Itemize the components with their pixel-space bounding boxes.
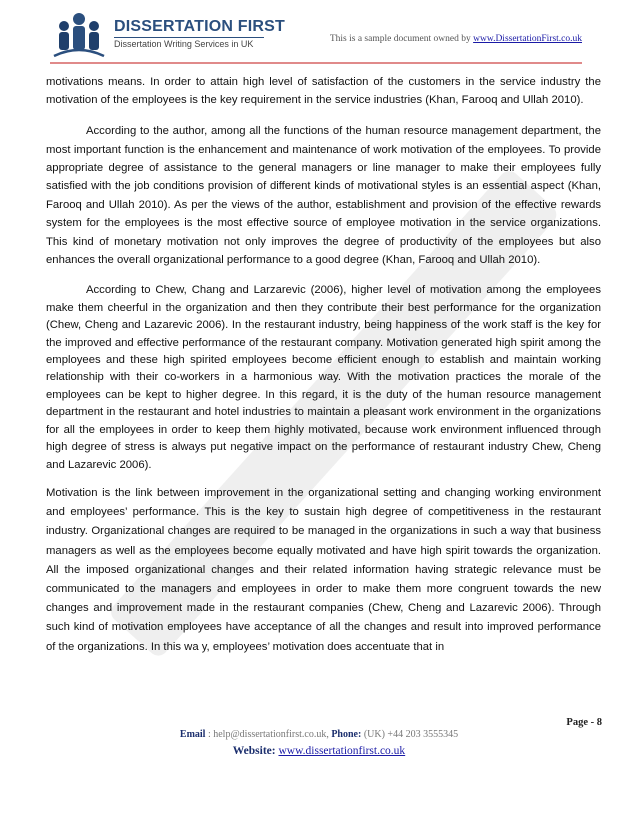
email-value: : help@dissertationfirst.co.uk, [205, 729, 332, 740]
page-header [0, 0, 638, 70]
dissertation-first-logo [50, 6, 286, 64]
people-group-icon [50, 6, 108, 64]
sample-note-text: This is a sample document owned by [329, 34, 474, 44]
paragraph: According to Chew, Chang and Larzarevic (2006), higher level of motivation among the employees make them cheerful in the organization and then they contribute their best performance for the organization (Chew, Cheng and Lazarevic 2006). In the restaurant industry, being happiness of the work staff is the key for the improved and effective performance of the restaurant company. Motivation generated high spirit among the employees and these high spirited employees become efficient enough to establish and maintain working relationship with their co-workers in a harmonious way. With the motivation practices the morale of the employees can be kept to higher degree. In this regard, it is the duty of the human resource management department in the restaurant and hotel industries to maintain a pleasant work environment in the organizations for all the employees in order to keep them highly motivated, because work environment influenced through high degree of stress is always put negative impact on the performance of restaurant industry Chew, Cheng and Lazarevic 2006). [46, 284, 601, 471]
footer-contact [0, 729, 638, 740]
paragraph: motivations means. In order to attain high level of satisfaction of the customers in the service industry the motivation of the employees is the key requirement in the service industries (Khan, Farooq and Ullah 2010). [46, 76, 601, 106]
page-number: Page - 8 [566, 717, 602, 728]
website-link[interactable]: www.dissertationfirst.co.uk [278, 745, 406, 757]
phone-value: (UK) +44 203 3555345 [361, 729, 459, 740]
logo-title: DISSERTATION FIRST [114, 18, 286, 35]
document-body [46, 72, 601, 657]
phone-label: Phone: [331, 729, 362, 740]
sample-note-link[interactable]: www.DissertationFirst.co.uk [473, 34, 582, 44]
sample-ownership-note [330, 34, 582, 44]
logo-subtitle: Dissertation Writing Services in UK [114, 39, 254, 49]
logo-divider [114, 37, 264, 38]
header-divider [50, 62, 582, 64]
footer-website [0, 745, 638, 757]
paragraph: Motivation is the link between improvement in the organizational setting and changing working environment and employees’ performance. This is the key to sustain high degree of competitiveness in the restaurant industry. Organizational changes are required to be managed in the organizations in such a way that business managers as well as the employees become equally motivated and have high spirit towards the organization. All the imposed organizational changes and their related information having strategic relevance must be communicated to the managers and employees in order to make them more congruent towards the new changes and improvement made in the restaurant companies (Chew, Cheng and Lazarevic 2006). Through such kind of motivation employees have acceptance of all the changes and result into improved performance of the organizations. In this wa y, employees’ motivation does accentuate that in [46, 486, 601, 653]
paragraph: According to the author, among all the functions of the human resource management department, the most important function is the enhancement and maintenance of work motivation of the employees. To provide appropriate degree of assistance to the general managers or line manager to make their employees fully satisfied with the job conditions provision of different kinds of motivational styles is an essential aspect (Khan, Farooq and Ullah 2010). As per the views of the author, establishment and provision of the effective rewards system for the employees is the most effective source of employee motivation in the service organizations. This kind of monetary motivation not only improves the degree of productivity of the employees but also enhances the overall organizational performance to a good degree (Khan, Farooq and Ullah 2010). [46, 125, 601, 267]
website-label: Website: [232, 745, 279, 757]
email-label: Email [179, 729, 206, 740]
